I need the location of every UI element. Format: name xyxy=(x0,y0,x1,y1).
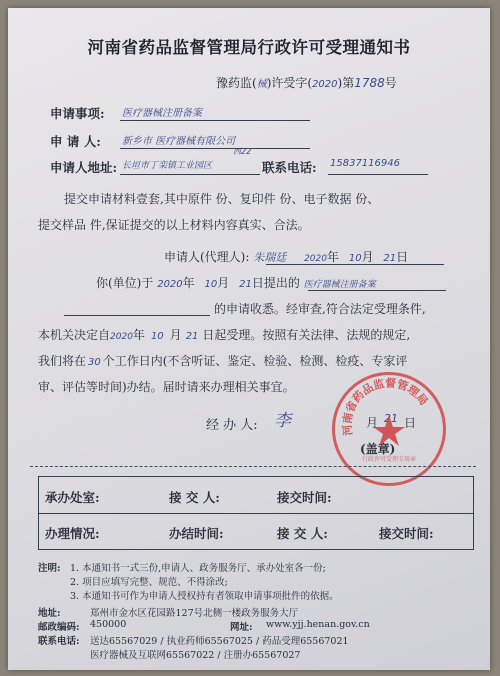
phone-underline xyxy=(328,174,428,175)
date-day-unit: 日 xyxy=(404,416,417,430)
footer-addr-value: 郑州市金水区花园路127号北侧一楼政务服务大厅 xyxy=(90,608,299,619)
time2-label: 接交时间: xyxy=(379,526,434,541)
signer-value: 朱瑞廷 xyxy=(253,251,287,264)
receiver1-label: 接 交 人: xyxy=(169,490,220,505)
receiver2-label: 接 交 人: xyxy=(277,526,328,541)
sign-day-unit: 日 xyxy=(396,250,409,264)
doc-number-suffix: )第 xyxy=(337,76,355,90)
address-underline xyxy=(120,174,260,175)
paragraph-line-3 xyxy=(38,326,410,343)
doc-number-bureau: 械 xyxy=(256,79,267,90)
p1-matter: 医疗器械注册备案 xyxy=(303,280,376,290)
done-time-label: 办结时间: xyxy=(169,526,224,541)
matter-label: 申请事项: xyxy=(50,106,105,121)
paragraph-line-2: 的申请收悉。经审查,符合法定受理条件, xyxy=(214,302,426,316)
p3-prefix: 本机关决定自 xyxy=(38,328,111,342)
footer-addr-label: 地址: xyxy=(38,608,61,619)
seal-star-icon xyxy=(373,415,405,446)
status-label: 办理情况: xyxy=(45,526,100,541)
p1-month-unit: 月 xyxy=(217,276,230,290)
applicant-underline xyxy=(120,148,310,149)
applicant-label: 申 请 人: xyxy=(50,134,101,149)
sign-year-unit: 年 xyxy=(326,250,339,264)
paragraph-line-4 xyxy=(38,352,407,369)
footer-web-value: www.yjj.henan.gov.cn xyxy=(266,619,370,630)
signer-label: 申请人(代理人): xyxy=(164,250,250,264)
footer-zip-value: 450000 xyxy=(90,619,127,630)
address-extra: 西22 xyxy=(233,147,252,156)
doc-number xyxy=(216,74,397,91)
footer-web-label: 网址: xyxy=(230,622,253,633)
paragraph-line-5: 审、评估等时间)办结。届时请来办理相关事宜。 xyxy=(38,380,295,394)
p1-day-unit: 日提出的 xyxy=(251,276,300,290)
p2-blank-underline xyxy=(64,315,210,316)
p4-suffix: 个工作日内(不含听证、鉴定、检验、检测、检疫、专家评 xyxy=(102,354,408,368)
p1-year: 2020 xyxy=(157,279,183,290)
footer-phone-label: 联系电话: xyxy=(38,636,80,647)
address-label: 申请人地址: xyxy=(50,160,118,175)
seal-sub-text: 行政许可受理专用章 xyxy=(361,456,417,463)
address-value: 长垣市丁栾镇工业园区 xyxy=(122,161,213,171)
official-seal xyxy=(332,372,446,486)
notes-title: 注明: xyxy=(38,563,61,574)
doc-number-value: 1788 xyxy=(354,76,385,90)
notice-document xyxy=(8,8,490,670)
p1-day: 21 xyxy=(239,279,252,290)
matter-underline xyxy=(120,120,310,121)
matter-value: 医疗器械注册备案 xyxy=(122,108,202,119)
section-divider xyxy=(30,466,476,467)
sign-month: 10 xyxy=(348,253,362,264)
note-2: 2. 项目应填写完整、规范、不得涂改; xyxy=(70,577,228,588)
phone-label: 联系电话: xyxy=(262,160,317,175)
applicant-value: 新乡市 医疗器械有限公司 xyxy=(122,136,236,147)
p3-month-unit: 月 xyxy=(169,328,182,342)
p4-days: 30 xyxy=(88,357,101,368)
sign-day: 21 xyxy=(383,253,397,264)
seal-note: (盖章) xyxy=(360,442,396,456)
p1-year-unit: 年 xyxy=(182,276,195,290)
handler-label: 经 办 人: xyxy=(206,418,258,433)
signer-underline xyxy=(266,264,444,265)
date-day: 21 xyxy=(384,412,398,425)
p1-prefix: 你(单位)于 xyxy=(96,276,154,290)
p1-matter-underline xyxy=(308,290,446,291)
seal-text: 河南省药品监督管理局 xyxy=(340,376,431,437)
doc-number-middle: )许受字( xyxy=(266,76,313,90)
paragraph-line-1 xyxy=(96,274,376,291)
p3-suffix: 日起受理。按照有关法律、法规的规定, xyxy=(202,328,411,342)
materials-line-1: 提交申请材料壹套,其中原件 份、复印件 份、电子数据 份、 xyxy=(64,192,380,206)
doc-number-year: 2020 xyxy=(312,79,338,90)
p3-year: 2020 xyxy=(110,332,133,342)
footer-phone-line-2: 医疗器械及互联网65567022 / 注册办65567027 xyxy=(90,650,301,661)
dept-label: 承办处室: xyxy=(45,490,100,505)
phone-value: 15837116946 xyxy=(330,158,400,169)
note-1: 1. 本通知书一式三份,申请人、政务服务厅、承办处室各一份; xyxy=(70,563,326,574)
doc-number-unit: 号 xyxy=(384,76,397,90)
p3-day: 21 xyxy=(185,331,199,342)
p3-year-unit: 年 xyxy=(132,328,145,342)
p3-month: 10 xyxy=(150,331,164,342)
footer-phone-line-1: 送达65567029 / 执业药师65567025 / 药品受理65567021 xyxy=(90,636,349,647)
time1-label: 接交时间: xyxy=(277,490,332,505)
routing-table xyxy=(38,476,474,550)
p1-month: 10 xyxy=(204,279,218,290)
doc-number-prefix: 豫药监( xyxy=(216,76,257,90)
note-3: 3. 本通知书可作为申请人授权持有者领取申请事项批件的依据。 xyxy=(70,591,339,602)
p4-prefix: 我们将在 xyxy=(38,354,87,368)
handler-value: 李 xyxy=(274,411,291,431)
footer-zip-label: 邮政编码: xyxy=(38,622,80,633)
sign-year: 2020 xyxy=(304,254,327,264)
signer-line xyxy=(164,248,408,265)
date-month-unit: 月 xyxy=(366,416,379,430)
materials-line-2: 提交样品 件,保证提交的以上材料内容真实、合法。 xyxy=(38,218,310,232)
sign-month-unit: 月 xyxy=(361,250,374,264)
table-row-divider xyxy=(39,513,473,514)
document-title: 河南省药品监督管理局行政许可受理通知书 xyxy=(87,38,411,57)
